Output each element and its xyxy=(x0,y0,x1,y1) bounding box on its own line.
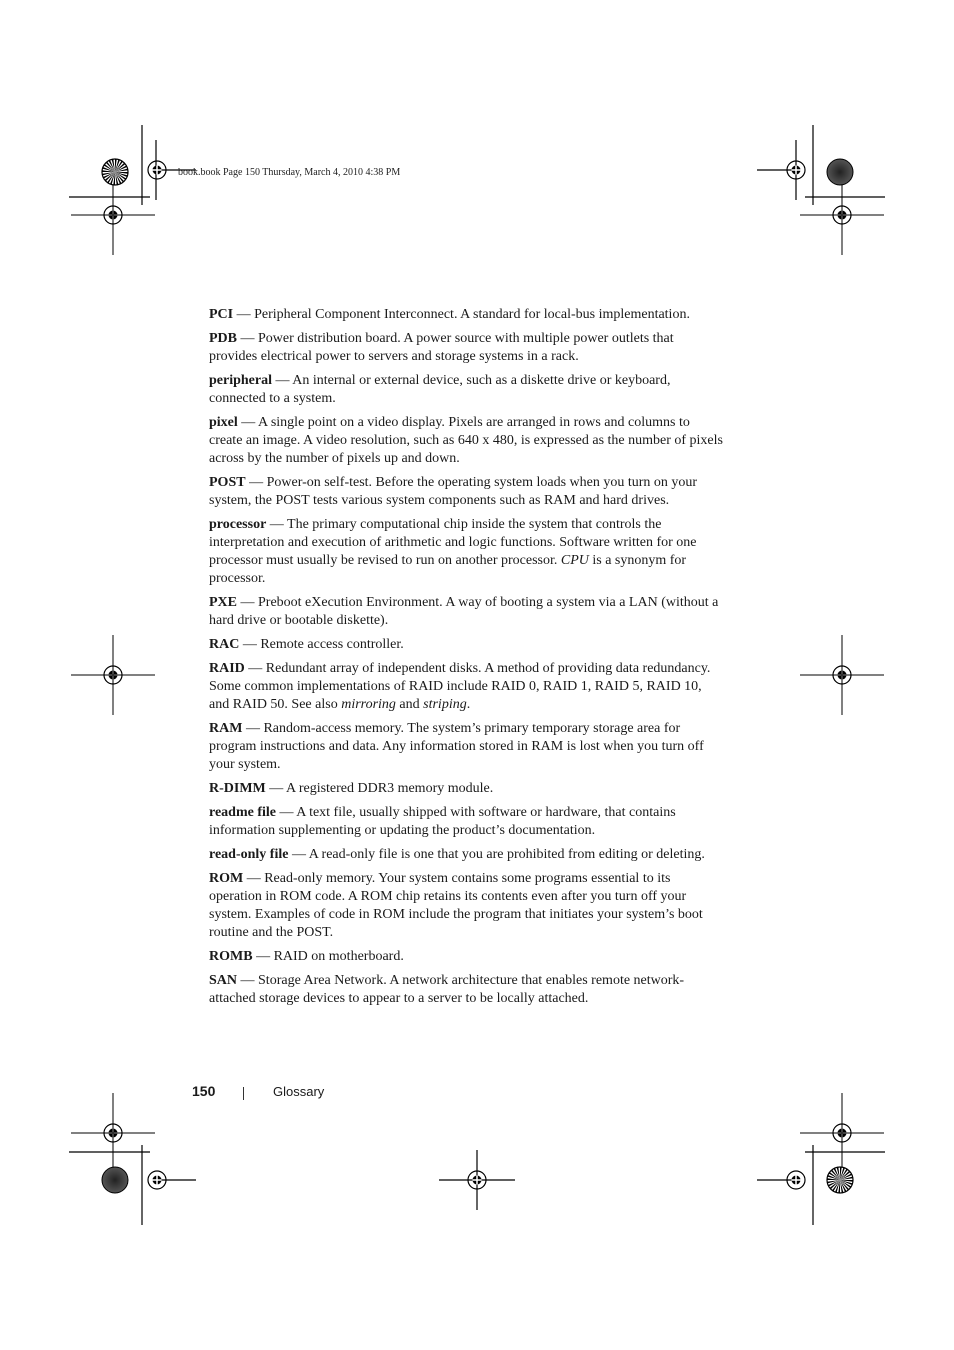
glossary-term: RAM xyxy=(209,721,243,736)
glossary-cross-reference: CPU xyxy=(560,553,589,568)
glossary-term: POST xyxy=(209,475,246,490)
glossary-definition: — Random-access memory. The system’s primary temporary storage area for program instructions and data. Any information stored in RAM is lost when you turn off your system. xyxy=(209,721,704,772)
glossary-entry xyxy=(209,330,724,366)
glossary-definition: — Remote access controller. xyxy=(239,637,404,652)
glossary-cross-reference: mirroring xyxy=(341,697,396,712)
glossary-definition: — The primary computational chip inside the system that controls the interpretation and execution of arithmetic and logic functions. Software written for one processor must usually be revised to run on another processor. xyxy=(209,517,697,568)
glossary-definition: — RAID on motherboard. xyxy=(252,949,404,964)
glossary-term: PXE xyxy=(209,595,237,610)
glossary-entry xyxy=(209,636,724,654)
glossary-definition: — Peripheral Component Interconnect. A standard for local-bus implementation. xyxy=(233,307,690,322)
glossary-entry xyxy=(209,474,724,510)
glossary-term: processor xyxy=(209,517,267,532)
glossary-entry xyxy=(209,372,724,408)
glossary-definition: — Power distribution board. A power source with multiple power outlets that provides electrical power to servers and storage systems in a rack. xyxy=(209,331,674,364)
glossary-entry xyxy=(209,948,724,966)
glossary-definition: — Read-only memory. Your system contains some programs essential to its operation in ROM code. A ROM chip retains its contents even after you turn off your system. Examples of code in ROM include the program that initiates your system’s boot routine and the POST. xyxy=(209,871,703,940)
glossary-definition: is a synonym for processor. xyxy=(209,553,687,586)
glossary-definition: — An internal or external device, such as a diskette drive or keyboard, connected to a system. xyxy=(209,373,671,406)
glossary-term: pixel xyxy=(209,415,238,430)
glossary-definition: — A registered DDR3 memory module. xyxy=(265,781,494,796)
glossary-term: ROMB xyxy=(209,949,253,964)
glossary-list xyxy=(209,306,724,1014)
glossary-term: PDB xyxy=(209,331,237,346)
glossary-term: SAN xyxy=(209,973,238,988)
glossary-term: readme file xyxy=(209,805,276,820)
glossary-entry xyxy=(209,306,724,324)
glossary-term: R-DIMM xyxy=(209,781,266,796)
glossary-entry xyxy=(209,720,724,774)
glossary-definition: — A read-only file is one that you are prohibited from editing or deleting. xyxy=(288,847,705,862)
glossary-term: RAID xyxy=(209,661,245,676)
footer-divider xyxy=(243,1087,244,1100)
page-number: 150 xyxy=(192,1083,216,1099)
glossary-entry xyxy=(209,870,724,942)
glossary-term: PCI xyxy=(209,307,234,322)
glossary-entry xyxy=(209,414,724,468)
glossary-entry xyxy=(209,780,724,798)
glossary-definition: — Preboot eXecution Environment. A way of booting a system via a LAN (without a hard drive or bootable diskette). xyxy=(209,595,719,628)
glossary-term: peripheral xyxy=(209,373,272,388)
glossary-entry xyxy=(209,660,724,714)
glossary-definition: — Storage Area Network. A network architecture that enables remote network-attached storage devices to appear to a server to be locally attached. xyxy=(209,973,685,1006)
glossary-entry xyxy=(209,972,724,1008)
print-header: book.book Page 150 Thursday, March 4, 2010 4:38 PM xyxy=(178,167,401,178)
glossary-definition: — A text file, usually shipped with software or hardware, that contains information supplementing or updating the product’s documentation. xyxy=(209,805,676,838)
glossary-term: RAC xyxy=(209,637,240,652)
glossary-definition: and xyxy=(395,697,424,712)
glossary-entry xyxy=(209,516,724,588)
glossary-cross-reference: striping xyxy=(423,697,467,712)
glossary-entry xyxy=(209,804,724,840)
glossary-term: read-only file xyxy=(209,847,289,862)
page-footer xyxy=(0,1083,954,1103)
glossary-definition: — Power-on self-test. Before the operating system loads when you turn on your system, the POST tests various system components such as RAM and hard drives. xyxy=(209,475,698,508)
glossary-definition: — A single point on a video display. Pixels are arranged in rows and columns to create an image. A video resolution, such as 640 x 480, is expressed as the number of pixels across by the number of pixels up and down. xyxy=(209,415,723,466)
glossary-definition: — Redundant array of independent disks. A method of providing data redundancy. Some common implementations of RAID include RAID 0, RAID 1, RAID 5, RAID 10, and RAID 50. See also xyxy=(209,661,711,712)
section-name: Glossary xyxy=(273,1084,325,1099)
glossary-term: ROM xyxy=(209,871,244,886)
glossary-definition: . xyxy=(466,697,471,712)
glossary-entry xyxy=(209,846,724,864)
glossary-entry xyxy=(209,594,724,630)
